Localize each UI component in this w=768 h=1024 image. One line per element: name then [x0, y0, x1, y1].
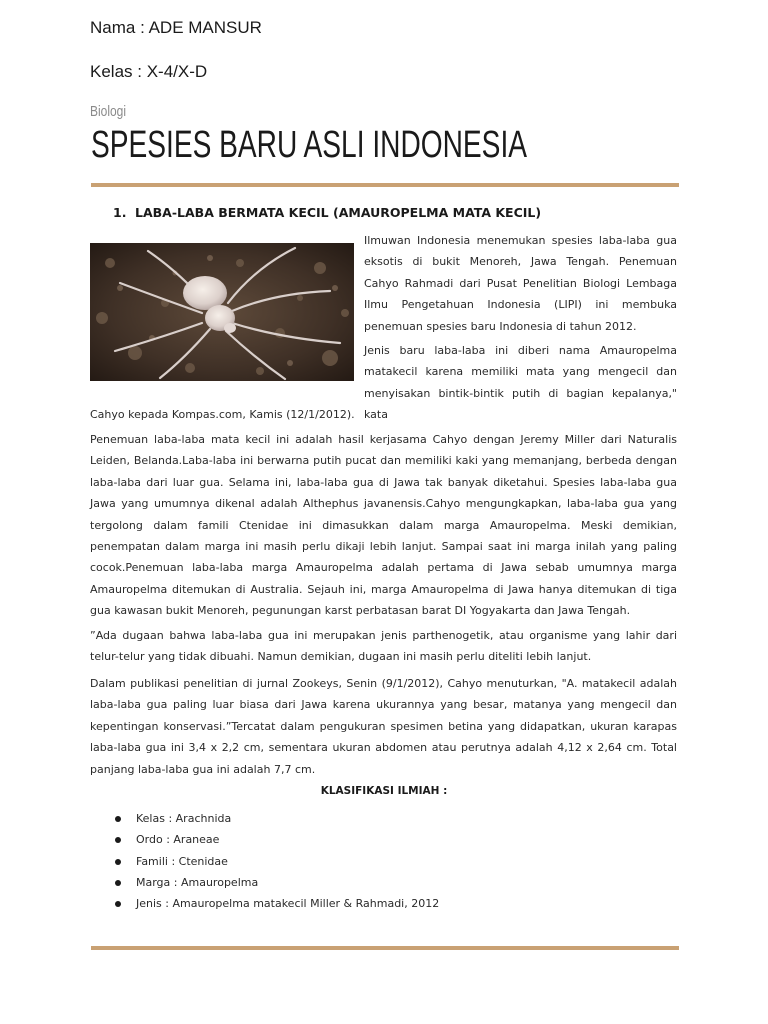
list-item: Marga : Amauropelma	[113, 872, 439, 893]
student-class: Kelas : X-4/X-D	[90, 62, 208, 81]
bottom-divider	[91, 946, 679, 950]
section-title: LABA-LABA BERMATA KECIL (AMAUROPELMA MATA KECIL)	[135, 205, 542, 220]
classification-title: KLASIFIKASI ILMIAH :	[320, 785, 448, 797]
classification-list	[113, 808, 439, 914]
top-divider	[91, 183, 679, 187]
paragraph-publication: Dalam publikasi penelitian di jurnal Zookeys, Senin (9/1/2012), Cahyo menuturkan, "A. matakecil adalah laba-laba gua paling luar biasa dari Jawa karena ukurannya yang besar, matanya yang mengecil dan kepentingan konservasi.”Tercatat dalam pengukuran spesimen betina yang didapatkan, ukuran karapas laba-laba gua ini 3,4 x 2,2 cm, sementara ukuran abdomen atau perutnya adalah 4,12 x 2,64 cm. Total panjang laba-laba gua ini adalah 7,7 cm.	[90, 677, 677, 776]
category-label: Biologi	[90, 103, 127, 120]
spider-photo	[90, 243, 354, 381]
bullet-icon	[115, 859, 121, 865]
bullet-icon	[115, 880, 121, 886]
student-name: Nama : ADE MANSUR	[90, 18, 262, 37]
bullet-icon	[115, 837, 121, 843]
bullet-icon	[115, 901, 121, 907]
list-item: Kelas : Arachnida	[113, 808, 439, 829]
paragraph-naming-continued: Cahyo kepada Kompas.com, Kamis (12/1/2012).	[90, 408, 355, 421]
paragraph-parthenogenetic: ”Ada dugaan bahwa laba-laba gua ini merupakan jenis parthenogetik, atau organisme yang lahir dari telur-telur yang tidak dibuahi. Namun demikian, dugaan ini masih perlu diteliti lebih lanjut.	[90, 629, 677, 664]
section-heading	[113, 205, 541, 220]
bullet-icon	[115, 816, 121, 822]
list-item: Jenis : Amauropelma matakecil Miller & Rahmadi, 2012	[113, 893, 439, 914]
section-number: 1.	[113, 205, 127, 220]
list-item: Ordo : Araneae	[113, 829, 439, 850]
paragraph-discovery: Penemuan laba-laba mata kecil ini adalah hasil kerjasama Cahyo dengan Jeremy Miller dari Naturalis Leiden, Belanda.Laba-laba ini berwarna putih pucat dan memiliki kaki yang memanjang, berbeda dengan laba-laba dari luar gua. Selama ini, laba-laba gua di Jawa tak banyak diketahui. Spesies laba-laba gua Jawa yang umumnya dikenal adalah Althephus javanensis.Cahyo mengungkapkan, laba-laba gua yang tergolong dalam famili Ctenidae ini dimasukkan dalam marga Amauropelma. Meski demikian, penempatan dalam marga ini masih perlu dikaji lebih lanjut. Sampai saat ini marga inilah yang paling cocok.Penemuan laba-laba marga Amauropelma adalah pertama di Jawa sebab umumnya marga Amauropelma ditemukan di Australia. Sejauh ini, marga Amauropelma di Jawa hanya ditemukan di tiga gua kawasan bukit Menoreh, pegunungan karst perbatasan barat DI Yogyakarta dan Jawa Tengah.	[90, 433, 677, 618]
paragraph-intro: Ilmuwan Indonesia menemukan spesies laba-laba gua eksotis di bukit Menoreh, Jawa Tengah. Penemuan Cahyo Rahmadi dari Pusat Penelitian Biologi Lembaga Ilmu Pengetahuan Indonesia (LIPI) ini membuka penemuan spesies baru Indonesia di tahun 2012.	[364, 234, 677, 333]
list-item: Famili : Ctenidae	[113, 851, 439, 872]
page-title: SPESIES BARU ASLI INDONESIA	[91, 124, 528, 166]
paragraph-naming: Jenis baru laba-laba ini diberi nama Amauropelma matakecil karena memiliki mata yang mengecil dan menyisakan bintik-bintik putih di bagian kepalanya," kata	[364, 344, 677, 422]
